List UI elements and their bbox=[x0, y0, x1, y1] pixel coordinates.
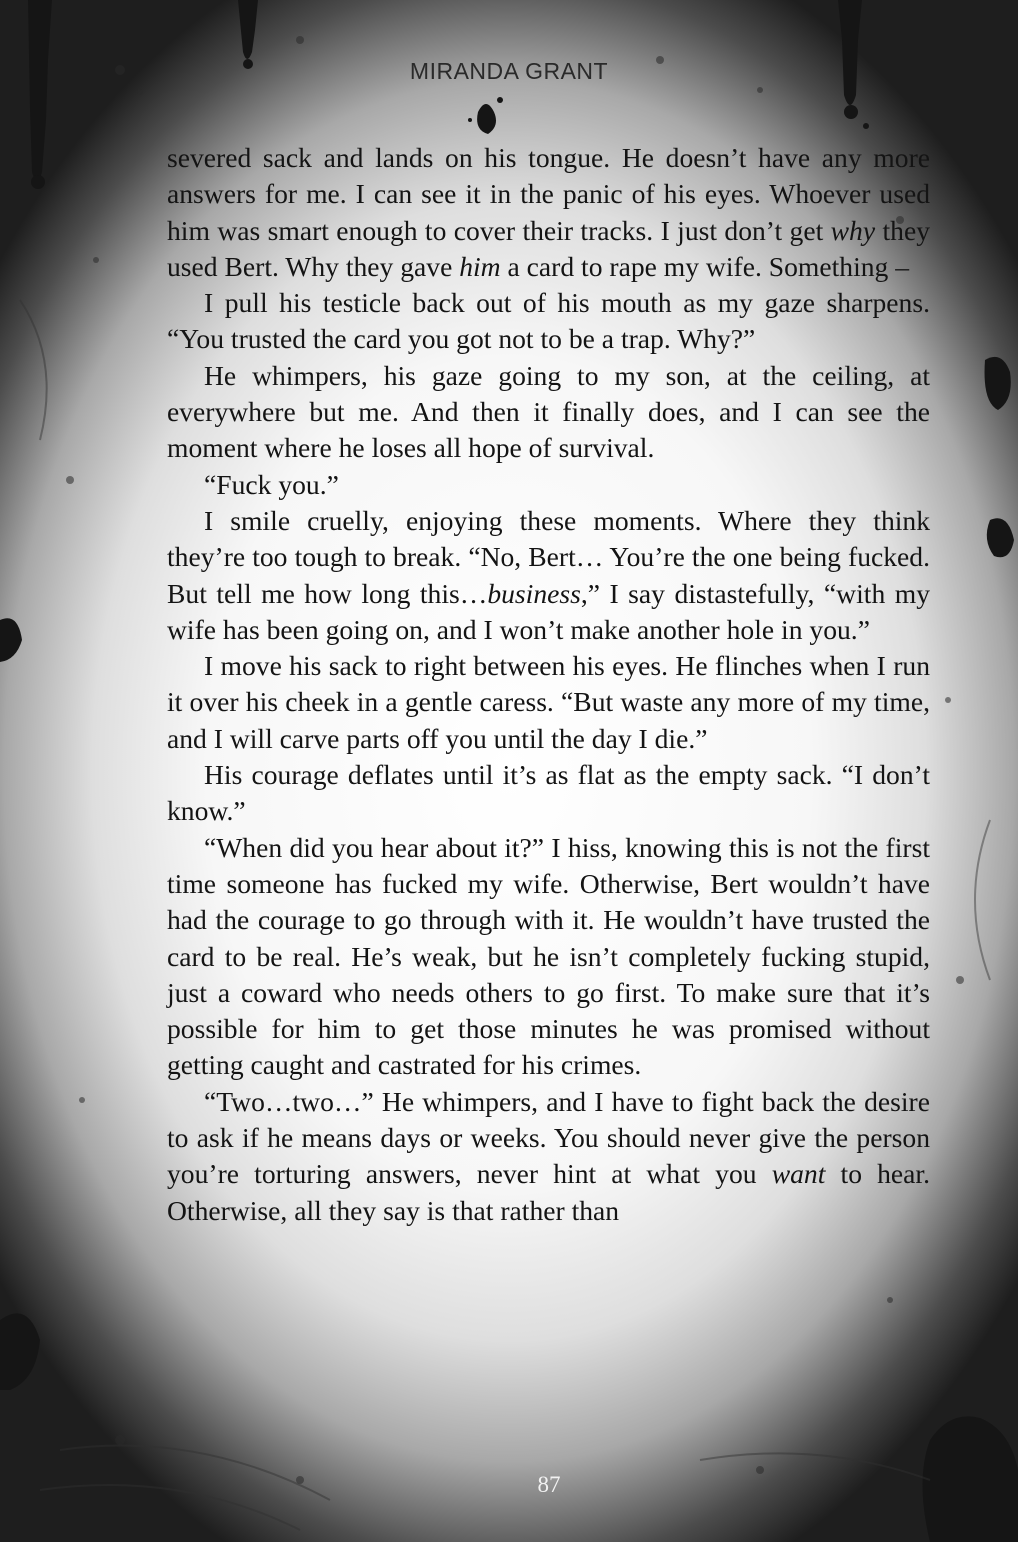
running-head-author: MIRANDA GRANT bbox=[409, 58, 609, 84]
italic-text-run: want bbox=[771, 1158, 826, 1190]
text-run: severed sack and lands on his tongue. He doesn’t have any more answers for me. I can see it in the panic of his eyes. Whoever used him was smart enough to cover their tracks. I just don’t get bbox=[167, 142, 930, 246]
chapter-body-text bbox=[167, 140, 930, 1229]
paragraph bbox=[167, 648, 930, 757]
text-run: I move his sack to right between his eyes. He flinches when I run it over his cheek in a gentle caress. “But waste any more of my time, and I will carve parts off you until the day I die.” bbox=[167, 650, 930, 754]
paragraph bbox=[167, 358, 930, 467]
paragraph bbox=[167, 285, 930, 358]
text-run: He whimpers, his gaze going to my son, at the ceiling, at everywhere but me. And then it finally does, and I can see the moment where he loses all hope of survival. bbox=[167, 359, 930, 464]
paragraph bbox=[167, 140, 930, 285]
text-run: to hear. Otherwise, all they say is that rather than bbox=[167, 1158, 930, 1226]
italic-text-run: him bbox=[459, 250, 501, 282]
text-run: I smile cruelly, enjoying these moments. Where they think they’re too tough to break. “No, Bert… You’re the one being fucked. But tell me how long this… bbox=[167, 504, 930, 609]
text-run: a card to rape my wife. Something – bbox=[500, 250, 910, 282]
paragraph bbox=[167, 757, 930, 830]
page-number: 87 bbox=[537, 1472, 561, 1497]
text-run: “Two…two…” He whimpers, and I have to fight back the desire to ask if he means days or weeks. You should never give the person you’re torturing answers, never hint at what you bbox=[167, 1085, 930, 1190]
paragraph bbox=[167, 1084, 930, 1229]
text-run: I pull his testicle back out of his mouth as my gaze sharpens. “You trusted the card you got not to be a trap. Why?” bbox=[167, 287, 930, 355]
paragraph bbox=[167, 503, 930, 648]
text-run: “Fuck you.” bbox=[204, 468, 339, 500]
text-run: they used Bert. Why they gave bbox=[167, 214, 931, 282]
text-run: “When did you hear about it?” I hiss, knowing this is not the first time someone has fucked my wife. Otherwise, Bert wouldn’t have had the courage to go through with it. He wouldn’t have trusted the card to be real. He’s weak, but he isn’t completely fucking stupid, just a coward who needs others to go first. To make sure that it’s possible for him to get those minutes he was promised without getting caught and castrated for his crimes. bbox=[167, 831, 930, 1081]
text-run: His courage deflates until it’s as flat as the empty sack. “I don’t know.” bbox=[167, 759, 930, 827]
italic-text-run: why bbox=[830, 214, 876, 246]
text-run: ,” I say distastefully, “with my wife has been going on, and I won’t make another hole in you.” bbox=[167, 577, 930, 645]
paragraph bbox=[167, 830, 930, 1084]
italic-text-run: business bbox=[487, 577, 581, 609]
paragraph bbox=[167, 467, 930, 503]
